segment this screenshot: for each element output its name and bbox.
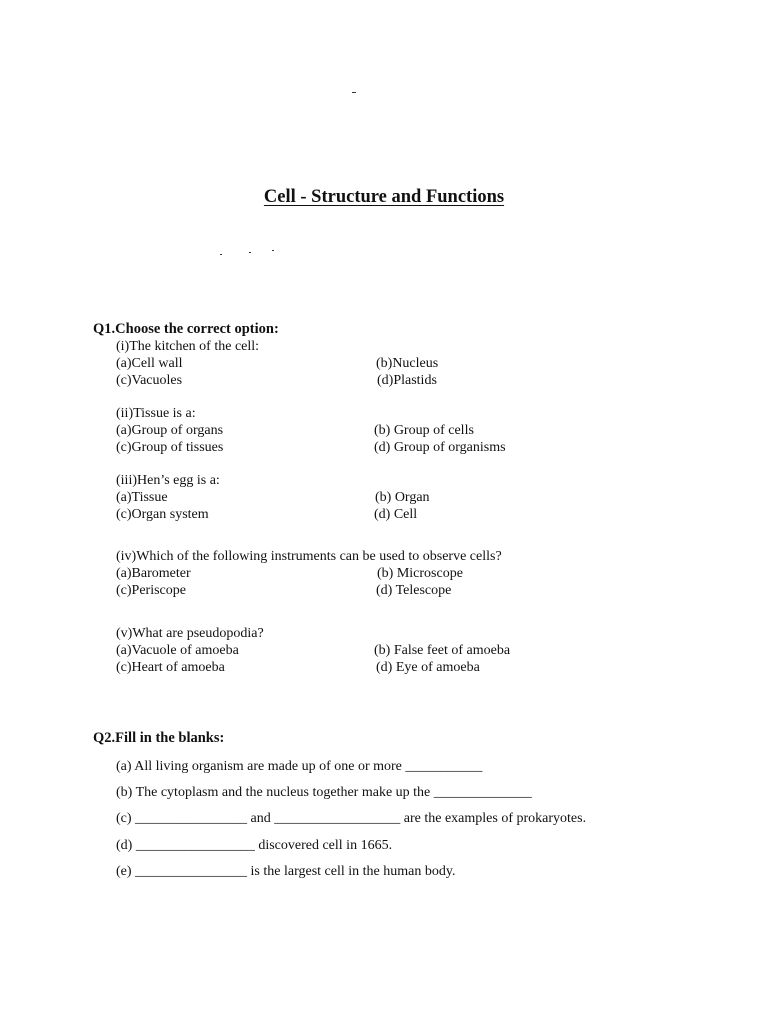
q2-blank-a: (a) All living organism are made up of one or more ___________: [116, 759, 483, 774]
q1-iv-option-b: (b) Microscope: [377, 566, 463, 581]
q1-iii-option-d: (d) Cell: [374, 507, 418, 522]
q1-i-option-b: (b)Nucleus: [376, 356, 439, 371]
q1-iv-prompt: (iv)Which of the following instruments can be used to observe cells?: [116, 549, 502, 564]
q1-ii-option-b: (b) Group of cells: [374, 423, 474, 438]
q1-i-prompt: (i)The kitchen of the cell:: [116, 339, 260, 354]
q1-iv-option-a: (a)Barometer: [116, 566, 191, 581]
q1-i-option-c: (c)Vacuoles: [116, 373, 183, 388]
q1-ii-prompt: (ii)Tissue is a:: [116, 406, 196, 421]
q1-ii-option-d: (d) Group of organisms: [374, 440, 506, 455]
q1-iii-option-c: (c)Organ system: [116, 507, 209, 522]
q1-heading: Q1.Choose the correct option:: [93, 321, 279, 337]
scan-speck: [352, 92, 356, 93]
q2-heading: Q2.Fill in the blanks:: [93, 730, 225, 746]
q1-v-prompt: (v)What are pseudopodia?: [116, 626, 264, 641]
q2-blank-b: (b) The cytoplasm and the nucleus together make up the ______________: [116, 785, 532, 800]
q1-iv-option-c: (c)Periscope: [116, 583, 186, 598]
q1-ii-option-a: (a)Group of organs: [116, 423, 224, 438]
q1-i-option-a: (a)Cell wall: [116, 356, 183, 371]
q1-v-option-a: (a)Vacuole of amoeba: [116, 643, 239, 658]
q1-v-option-b: (b) False feet of amoeba: [374, 643, 511, 658]
q1-ii-option-c: (c)Group of tissues: [116, 440, 224, 455]
q1-v-option-c: (c)Heart of amoeba: [116, 660, 225, 675]
q1-iii-prompt-text: (iii)Hen’s egg is a:: [116, 473, 220, 488]
q1-iii-prompt: [116, 472, 220, 489]
q1-v-option-d: (d) Eye of amoeba: [376, 660, 480, 675]
q2-blank-d: (d) _________________ discovered cell in 1665.: [116, 838, 393, 853]
q2-blank-c: (c) ________________ and __________________ are the examples of prokaryotes.: [116, 811, 587, 826]
scan-speck: [220, 254, 222, 255]
q1-i-option-d: (d)Plastids: [377, 373, 437, 388]
q2-blank-e: (e) ________________ is the largest cell in the human body.: [116, 864, 456, 879]
scan-speck: [249, 252, 251, 253]
q1-iii-option-a: (a)Tissue: [116, 490, 168, 505]
page-title: Cell - Structure and Functions: [263, 187, 505, 207]
scan-speck: [272, 250, 274, 251]
q1-iv-option-d: (d) Telescope: [376, 583, 452, 598]
q1-iii-option-b: (b) Organ: [375, 490, 430, 505]
